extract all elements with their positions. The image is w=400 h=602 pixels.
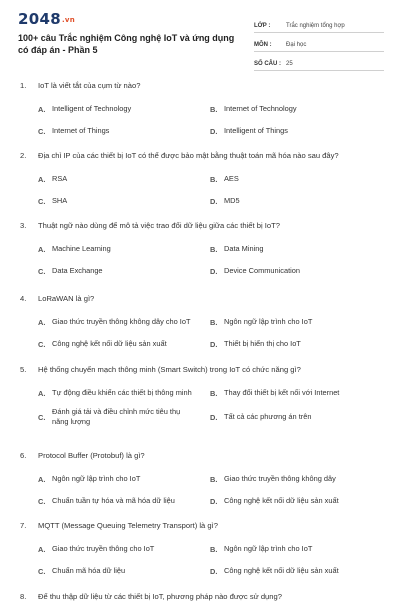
question-number: 8. (20, 592, 27, 601)
question-options (20, 169, 390, 209)
meta-row-count (254, 52, 384, 71)
question (20, 365, 390, 439)
question-number: 2. (20, 151, 27, 160)
option-b[interactable]: B. Internet of Technology (210, 104, 297, 114)
question-title (20, 221, 390, 231)
meta-key: LỚP : (254, 23, 271, 29)
option-a[interactable]: A. Giao thức truyền thông cho IoT (38, 544, 155, 554)
option-a[interactable]: A. Tự động điều khiển các thiết bị thông minh (38, 388, 192, 398)
question (20, 294, 390, 352)
question-number: 3. (20, 221, 27, 230)
option-c[interactable]: C. Chuẩn tuần tự hóa và mã hóa dữ liệu (38, 496, 175, 506)
question-number: 4. (20, 294, 27, 303)
question-options (20, 239, 390, 279)
option-b[interactable]: B. Data Mining (210, 244, 264, 254)
question-title (20, 451, 390, 461)
question-title (20, 592, 390, 602)
option-b[interactable]: B. Thay đổi thiết bị kết nối với Internet (210, 388, 340, 398)
document-title: 100+ câu Trắc nghiệm Công nghệ IoT và ứng dụng có đáp án - Phần 5 (18, 33, 235, 55)
document-meta (254, 14, 384, 71)
question-text: LoRaWAN là gì? (38, 294, 95, 303)
option-b[interactable]: B. Ngôn ngữ lập trình cho IoT (210, 317, 313, 327)
question-title (20, 365, 390, 375)
question-text: Protocol Buffer (Protobuf) là gì? (38, 451, 145, 460)
question-text: Để thu thập dữ liệu từ các thiết bị IoT, phương pháp nào được sử dụng? (38, 592, 282, 601)
option-d[interactable]: D. Công nghệ kết nối dữ liệu sản xuất (210, 566, 339, 576)
meta-row-class (254, 14, 384, 33)
meta-key: SỐ CÂU : (254, 61, 281, 67)
question (20, 521, 390, 579)
option-c[interactable]: C. Chuẩn mã hóa dữ liệu (38, 566, 126, 576)
option-d[interactable]: D. Thiết bị hiển thị cho IoT (210, 339, 301, 349)
question-text: Địa chỉ IP của các thiết bị IoT có thể được bảo mật bằng thuật toán mã hóa nào sau đây? (38, 151, 339, 160)
option-d[interactable]: D. MD5 (210, 196, 240, 206)
option-b[interactable]: B. Giao thức truyền thông không dây (210, 474, 336, 484)
question-text: IoT là viết tắt của cụm từ nào? (38, 81, 141, 90)
option-c[interactable]: C. Internet of Things (38, 126, 110, 136)
question (20, 451, 390, 509)
question-options (20, 539, 390, 579)
question-title (20, 81, 390, 91)
question-number: 1. (20, 81, 27, 90)
question (20, 592, 390, 602)
question-number: 5. (20, 365, 27, 374)
meta-value: Đại học (286, 42, 307, 48)
option-d[interactable]: D. Device Communication (210, 266, 300, 276)
option-a[interactable]: A. Ngôn ngữ lập trình cho IoT (38, 474, 141, 484)
meta-row-subject (254, 33, 384, 52)
question (20, 221, 390, 279)
option-a[interactable]: A. RSA (38, 174, 68, 184)
question (20, 151, 390, 209)
question-options (20, 469, 390, 509)
question (20, 81, 390, 139)
question-text: Hệ thống chuyển mạch thông minh (Smart Switch) trong IoT có chức năng gì? (38, 365, 301, 374)
option-c[interactable]: C. Công nghệ kết nối dữ liệu sản xuất (38, 339, 167, 349)
question-number: 7. (20, 521, 27, 530)
question-text: Thuật ngữ nào dùng để mô tả việc trao đổi dữ liệu giữa các thiết bị IoT? (38, 221, 280, 230)
option-b[interactable]: B. AES (210, 174, 239, 184)
question-options (20, 99, 390, 139)
logo-text: 2048 (18, 10, 61, 28)
document-header (0, 0, 400, 72)
question-text: MQTT (Message Queuing Telemetry Transport) là gì? (38, 521, 218, 530)
option-a[interactable]: A. Giao thức truyền thông không dây cho IoT (38, 317, 191, 327)
question-options (20, 312, 390, 352)
meta-value: 25 (286, 61, 293, 67)
question-options (20, 383, 390, 439)
logo-suffix: .vn (61, 15, 76, 24)
option-a[interactable]: A. Intelligent of Technology (38, 104, 132, 114)
meta-value: Trắc nghiệm tổng hợp (286, 23, 345, 29)
option-c[interactable]: C. Đánh giá tải và điều chỉnh mức tiêu thụ năng lượng (38, 407, 181, 426)
question-number: 6. (20, 451, 27, 460)
option-b[interactable]: B. Ngôn ngữ lập trình cho IoT (210, 544, 313, 554)
option-c[interactable]: C. Data Exchange (38, 266, 103, 276)
site-logo[interactable] (18, 10, 75, 28)
option-d[interactable]: D. Tất cả các phương án trên (210, 412, 312, 422)
option-a[interactable]: A. Machine Learning (38, 244, 111, 254)
option-d[interactable]: D. Intelligent of Things (210, 126, 288, 136)
option-c[interactable]: C. SHA (38, 196, 68, 206)
option-d[interactable]: D. Công nghệ kết nối dữ liệu sản xuất (210, 496, 339, 506)
question-title (20, 294, 390, 304)
question-title (20, 151, 390, 161)
question-title (20, 521, 390, 531)
meta-key: MÔN : (254, 42, 272, 48)
